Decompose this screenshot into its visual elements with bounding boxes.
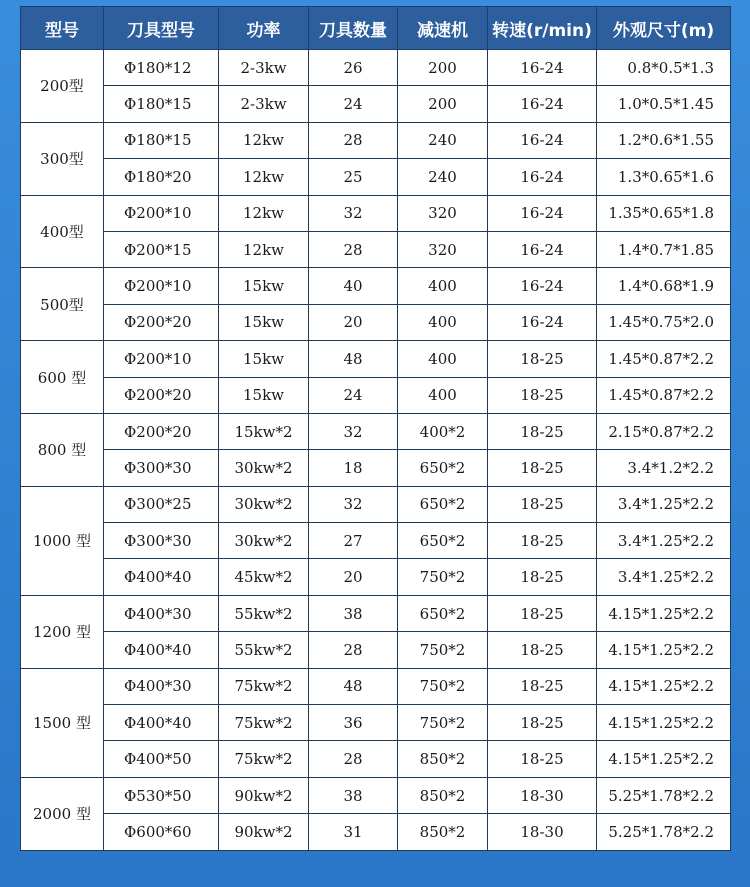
cell-cutter-count: 28 (309, 632, 398, 668)
cell-model: 1200 型 (21, 595, 104, 668)
cell-model: 500型 (21, 268, 104, 341)
cell-cutter-model: Φ200*20 (104, 413, 219, 449)
cell-power: 12kw (219, 122, 309, 158)
cell-speed: 18-25 (488, 523, 597, 559)
cell-speed: 16-24 (488, 50, 597, 86)
cell-power: 55kw*2 (219, 632, 309, 668)
header-speed: 转速(r/min) (488, 7, 597, 50)
table-row (21, 705, 731, 741)
cell-dimensions: 4.15*1.25*2.2 (597, 668, 731, 704)
cell-dimensions: 1.3*0.65*1.6 (597, 159, 731, 195)
cell-speed: 18-30 (488, 814, 597, 850)
cell-speed: 16-24 (488, 159, 597, 195)
cell-model: 600 型 (21, 341, 104, 414)
cell-power: 75kw*2 (219, 668, 309, 704)
cell-reducer: 240 (398, 122, 488, 158)
table-row (21, 632, 731, 668)
cell-reducer: 650*2 (398, 595, 488, 631)
cell-cutter-count: 32 (309, 486, 398, 522)
cell-speed: 18-25 (488, 341, 597, 377)
table-row (21, 377, 731, 413)
cell-power: 15kw (219, 341, 309, 377)
header-model: 型号 (21, 7, 104, 50)
cell-power: 15kw (219, 268, 309, 304)
spec-table (20, 6, 731, 851)
cell-dimensions: 3.4*1.2*2.2 (597, 450, 731, 486)
cell-power: 12kw (219, 231, 309, 267)
cell-cutter-model: Φ200*15 (104, 231, 219, 267)
cell-dimensions: 1.45*0.87*2.2 (597, 377, 731, 413)
cell-reducer: 850*2 (398, 814, 488, 850)
table-row (21, 777, 731, 813)
header-reducer: 减速机 (398, 7, 488, 50)
cell-cutter-model: Φ180*15 (104, 122, 219, 158)
cell-power: 2-3kw (219, 50, 309, 86)
cell-reducer: 650*2 (398, 450, 488, 486)
table-row (21, 450, 731, 486)
cell-power: 12kw (219, 195, 309, 231)
cell-reducer: 240 (398, 159, 488, 195)
cell-cutter-count: 36 (309, 705, 398, 741)
cell-model: 400型 (21, 195, 104, 268)
cell-cutter-count: 20 (309, 304, 398, 340)
table-row (21, 668, 731, 704)
cell-power: 15kw (219, 304, 309, 340)
header-cutter-count: 刀具数量 (309, 7, 398, 50)
cell-speed: 18-25 (488, 595, 597, 631)
cell-reducer: 750*2 (398, 705, 488, 741)
cell-cutter-model: Φ300*25 (104, 486, 219, 522)
cell-cutter-count: 18 (309, 450, 398, 486)
cell-cutter-model: Φ200*10 (104, 341, 219, 377)
cell-power: 30kw*2 (219, 486, 309, 522)
cell-reducer: 650*2 (398, 523, 488, 559)
table-row (21, 86, 731, 122)
table-row (21, 268, 731, 304)
cell-dimensions: 0.8*0.5*1.3 (597, 50, 731, 86)
cell-model: 200型 (21, 50, 104, 123)
cell-reducer: 400 (398, 341, 488, 377)
table-row (21, 595, 731, 631)
cell-dimensions: 4.15*1.25*2.2 (597, 632, 731, 668)
table-row (21, 195, 731, 231)
cell-cutter-count: 40 (309, 268, 398, 304)
header-dimensions: 外观尺寸(m) (597, 7, 731, 50)
cell-model: 1500 型 (21, 668, 104, 777)
cell-dimensions: 1.45*0.75*2.0 (597, 304, 731, 340)
cell-cutter-count: 32 (309, 413, 398, 449)
table-row (21, 413, 731, 449)
cell-reducer: 400 (398, 377, 488, 413)
cell-cutter-model: Φ600*60 (104, 814, 219, 850)
cell-reducer: 750*2 (398, 668, 488, 704)
cell-power: 12kw (219, 159, 309, 195)
cell-reducer: 320 (398, 231, 488, 267)
table-row (21, 159, 731, 195)
cell-dimensions: 3.4*1.25*2.2 (597, 523, 731, 559)
cell-cutter-model: Φ200*10 (104, 195, 219, 231)
cell-dimensions: 1.45*0.87*2.2 (597, 341, 731, 377)
cell-reducer: 400 (398, 304, 488, 340)
cell-power: 2-3kw (219, 86, 309, 122)
cell-cutter-count: 28 (309, 122, 398, 158)
table-row (21, 304, 731, 340)
table-row (21, 341, 731, 377)
cell-speed: 18-25 (488, 559, 597, 595)
cell-reducer: 750*2 (398, 559, 488, 595)
cell-cutter-model: Φ300*30 (104, 523, 219, 559)
cell-dimensions: 1.35*0.65*1.8 (597, 195, 731, 231)
cell-dimensions: 1.4*0.68*1.9 (597, 268, 731, 304)
cell-speed: 18-25 (488, 486, 597, 522)
cell-reducer: 750*2 (398, 632, 488, 668)
cell-cutter-count: 38 (309, 595, 398, 631)
cell-dimensions: 5.25*1.78*2.2 (597, 777, 731, 813)
cell-cutter-count: 28 (309, 741, 398, 777)
cell-speed: 18-25 (488, 741, 597, 777)
header-row (21, 7, 731, 50)
cell-power: 15kw*2 (219, 413, 309, 449)
cell-speed: 16-24 (488, 122, 597, 158)
cell-cutter-count: 25 (309, 159, 398, 195)
cell-model: 300型 (21, 122, 104, 195)
cell-cutter-model: Φ400*50 (104, 741, 219, 777)
cell-cutter-model: Φ180*12 (104, 50, 219, 86)
cell-speed: 18-30 (488, 777, 597, 813)
cell-cutter-model: Φ300*30 (104, 450, 219, 486)
table-row (21, 814, 731, 850)
cell-power: 90kw*2 (219, 777, 309, 813)
cell-cutter-model: Φ200*10 (104, 268, 219, 304)
cell-power: 90kw*2 (219, 814, 309, 850)
cell-reducer: 200 (398, 50, 488, 86)
header-cutter-model: 刀具型号 (104, 7, 219, 50)
cell-cutter-count: 28 (309, 231, 398, 267)
cell-reducer: 400 (398, 268, 488, 304)
cell-speed: 18-25 (488, 377, 597, 413)
table-row (21, 523, 731, 559)
cell-dimensions: 1.0*0.5*1.45 (597, 86, 731, 122)
spec-table-body (21, 50, 731, 851)
cell-cutter-count: 24 (309, 86, 398, 122)
cell-cutter-count: 27 (309, 523, 398, 559)
cell-cutter-count: 31 (309, 814, 398, 850)
cell-reducer: 320 (398, 195, 488, 231)
cell-cutter-count: 20 (309, 559, 398, 595)
cell-cutter-model: Φ400*40 (104, 705, 219, 741)
cell-power: 15kw (219, 377, 309, 413)
cell-cutter-count: 48 (309, 668, 398, 704)
cell-speed: 16-24 (488, 86, 597, 122)
cell-speed: 16-24 (488, 268, 597, 304)
cell-power: 30kw*2 (219, 523, 309, 559)
cell-model: 2000 型 (21, 777, 104, 850)
cell-cutter-count: 48 (309, 341, 398, 377)
cell-reducer: 200 (398, 86, 488, 122)
cell-cutter-count: 38 (309, 777, 398, 813)
cell-dimensions: 4.15*1.25*2.2 (597, 705, 731, 741)
cell-cutter-model: Φ180*15 (104, 86, 219, 122)
cell-dimensions: 3.4*1.25*2.2 (597, 559, 731, 595)
cell-model: 800 型 (21, 413, 104, 486)
cell-power: 30kw*2 (219, 450, 309, 486)
cell-cutter-model: Φ400*40 (104, 559, 219, 595)
cell-speed: 16-24 (488, 304, 597, 340)
cell-model: 1000 型 (21, 486, 104, 595)
cell-cutter-count: 26 (309, 50, 398, 86)
cell-speed: 18-25 (488, 705, 597, 741)
cell-reducer: 650*2 (398, 486, 488, 522)
cell-reducer: 850*2 (398, 777, 488, 813)
cell-dimensions: 3.4*1.25*2.2 (597, 486, 731, 522)
cell-cutter-model: Φ180*20 (104, 159, 219, 195)
cell-speed: 18-25 (488, 450, 597, 486)
cell-speed: 18-25 (488, 632, 597, 668)
cell-power: 45kw*2 (219, 559, 309, 595)
cell-cutter-model: Φ530*50 (104, 777, 219, 813)
cell-cutter-count: 32 (309, 195, 398, 231)
cell-speed: 16-24 (488, 231, 597, 267)
table-row (21, 559, 731, 595)
header-power: 功率 (219, 7, 309, 50)
cell-reducer: 850*2 (398, 741, 488, 777)
cell-dimensions: 4.15*1.25*2.2 (597, 595, 731, 631)
table-row (21, 741, 731, 777)
cell-cutter-model: Φ200*20 (104, 377, 219, 413)
table-row (21, 122, 731, 158)
cell-dimensions: 5.25*1.78*2.2 (597, 814, 731, 850)
cell-cutter-model: Φ400*40 (104, 632, 219, 668)
table-row (21, 50, 731, 86)
cell-speed: 16-24 (488, 195, 597, 231)
cell-dimensions: 2.15*0.87*2.2 (597, 413, 731, 449)
cell-dimensions: 1.2*0.6*1.55 (597, 122, 731, 158)
cell-power: 75kw*2 (219, 741, 309, 777)
cell-power: 75kw*2 (219, 705, 309, 741)
cell-speed: 18-25 (488, 668, 597, 704)
cell-speed: 18-25 (488, 413, 597, 449)
cell-cutter-model: Φ400*30 (104, 668, 219, 704)
cell-dimensions: 4.15*1.25*2.2 (597, 741, 731, 777)
cell-cutter-model: Φ200*20 (104, 304, 219, 340)
cell-reducer: 400*2 (398, 413, 488, 449)
cell-cutter-model: Φ400*30 (104, 595, 219, 631)
table-row (21, 486, 731, 522)
cell-cutter-count: 24 (309, 377, 398, 413)
cell-power: 55kw*2 (219, 595, 309, 631)
cell-dimensions: 1.4*0.7*1.85 (597, 231, 731, 267)
table-row (21, 231, 731, 267)
